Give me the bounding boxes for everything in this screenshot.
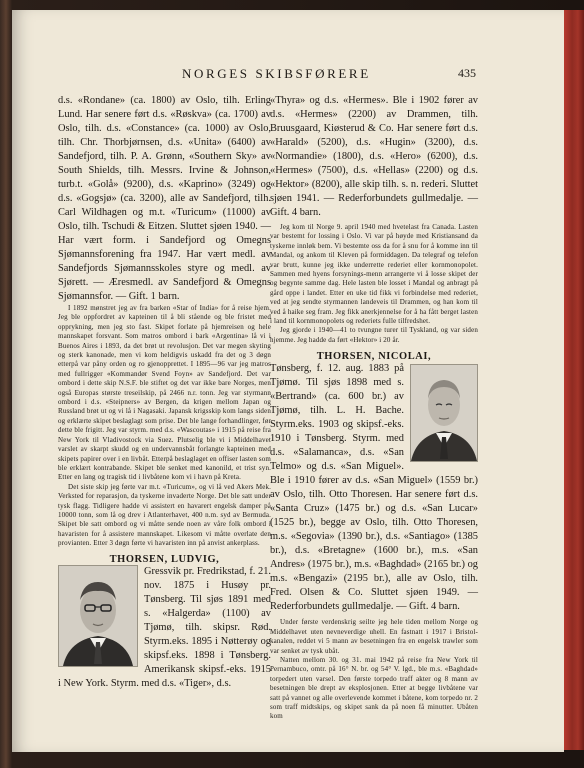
entry-continuation: «Thyra» og d.s. «Hermes». Ble i 1902 fører av d.s. «Hermes» (2200) av Drammen, tilh. Bruusgaard, Kiøsterud & Co. Har senere ført d.s. «Harald» (5200), d.s. «Hugin» (3200), d.s. «Normandie» (1800), d.s. «Hero» (6200), d.s. «Hermes» (7500), d.s. «Hellas» (2200) og d.s. «Hektor» (8200), alle skip tilh. s. n. rederi. Sluttet sjøen 1941. — Rederforbundets gullmedalje. — Gift. 4 barn.: [270, 95, 478, 218]
biography-entry: [270, 362, 478, 614]
book-edge: [564, 10, 584, 750]
portrait-photo: [410, 364, 478, 462]
portrait-photo: [58, 565, 138, 667]
left-column: [58, 94, 271, 691]
entry-heading: THORSEN, NICOLAI,: [316, 351, 432, 363]
right-column: [270, 94, 478, 722]
book-page: [12, 10, 564, 752]
memoir-paragraph: Natten mellom 30. og 31. mai 1942 på reise fra New York til Pernambuco, omtr. på 16° N. br. og 54° V. lgd., ble m.s. «Baghdad» torpedert uten varsel. Den første torpedo traff akter og 8 mann av besetningen ble drept av eksplosjonen. Etter at begge livbåtene var satt på vannet og alle overlevende kommet i båtene, kom torpedo nr. 2 som traff midtskips, og skipet sank da på noen få minutter. Ubåten kom: [270, 655, 478, 721]
entry-text: Gressvik pr. Fredrikstad, f. 21. nov. 1875 i Husøy pr. Tønsberg. Til sjøs 1891 med s. «Halgerda» (1100) av Tjømø, tilh. skipsr. Rød. Styrm.eks. 1895 i Nøtterøy og skipsf.eks. 1898 i Tønsberg. Amerikansk skipsf.-eks. 1915 i New York. Styrm. med d.s. «Tiger», d.s.: [58, 565, 271, 689]
memoir-paragraph: Under første verdenskrig seilte jeg hele tiden mellom Norge og Middelhavet uten nevneverdige uhell. En fastnatt i 1917 i Bristol-kanalen, reddet vi 5 mann av besetningen fra en engelsk trawler som var senket av tysk ubåt.: [270, 618, 478, 655]
running-head: NORGES SKIBSFØRERE: [182, 66, 371, 81]
memoir-paragraph: Jeg kom til Norge 9. april 1940 med hvetelast fra Canada. Lasten var bestemt for lossing i Oslo. Vi var på høyde med Kristiansand da tyskerne innløk bem. Vi bestemte oss da for å snu for å komme inn til Mandal, og ankom til Kleven på formiddagen. Da telegraf og telefon var brutt, kunne jeg ikke underrette rederiet eller kornmonopolet. Sammen med hyens forsynings-menn arrangerte vi å losse skipet der og begynte samme dag. Hele lasten ble losset i Mandal og anbragt på gård oppe i landet. Etter en uke tid fikk vi forbindelse med rederiet, ved at jeg sendte styrmannen landeveis til Drammen, og han kom til ved å haike seg fram. Jeg fikk anerkjennelse for å ha fått berget lasten i land til kornmonopolets og rederiets fulle tilfredshet.: [270, 223, 478, 326]
entry-text: Tønsberg, f. 12. aug. 1883 på Tjømø. Til sjøs 1898 med s. «Bertrand» (ca. 600 br.) av Tjømø, tilh. L. H. Bache. Styrm.eks. 1903 og skipsf.-eks. 1910 i Tønsberg. Styrm. med d.s. «Salamanca», d.s. «San Telmo» og d.s. «San Miguel». Ble i 1910 fører av d.s. «San Miguel» (1559 br.) av Oslo, tilh. Otto Thoresen. Har senere ført d.s. «Santa Cruz» (1475 br.) og d.s. «San Lucar» (1525 br.), begge av Oslo, tilh. Otto Thoresen, m.s. «Segovia» (1390 br.), d.s. «Santiago» (1385 br.), d.s. «Bretagne» (1600 br.), m.s. «San Andres» (1975 br.), m.s. «Baghdad» (2165 br.) og m.s. «Bengazi» (2195 br.), alle av Oslo, tilh. Fred. Olsen & Co. Sluttet sjøen 1949. — Rederforbundets gullmedalje. — Gift. 4 barn.: [270, 363, 478, 613]
entry-continuation: d.s. «Rondane» (ca. 1800) av Oslo, tilh. Erling Lund. Har senere ført d.s. «Røskva» (ca. 1700) av Oslo, tilh. d.s. «Constance» (ca. 1000) av Oslo, tilh. Chr. Thorbjørnsen, d.s. «Unita» (6400) av Sandefjord, tilh. P. A. Grønn, «Southern Sky» av South Shields, tilh. Messrs. Irvine & Johnson, turb.t. «Golå» (9200), d.s. «Kaprino» (3249) og d.s. «Gogsjø» (ca. 3200), alle av Sandefjord, tilh. Carl Wildhagen og m.t. «Turicum» (11000) av Oslo, tilh. Tschudi & Eitzen. Sluttet sjøen 1940. — Har vært form. i Sandefjord og Omegns Sjømannsforening fra 1947. Har vært medl. av Sandefjords Sjømannsskoles styre og medl. av Sjørett. — Æresmedl. av Sandefjord & Omegns Sjømannsfor. — Gift. 1 barn.: [58, 95, 271, 302]
memoir-paragraph: I 1892 mønstret jeg av fra barken «Star of India» for å reise hjem. Jeg ble oppfordret av kapteinen til å bli stående og ble fristet med opprykning, men jeg sto fast. Skipet forlate på hjemreisen og hele mannskapet forsvant. Som matros ombord i bark «Argentina» lå vi i Buenos Aires i 1893, da det brøt ut revolusjon. Det var megen skyting og sterk kanonade, men vi kom heldigvis uskadd fra det og 3 døgn etterpå var påny orden og ro gjenopprettet. I 1895—96 var jeg matros med fullrigger «Kommandør Svend Foyn» av Sandefjord. Det var ombord i dette skip N.S.F. ble stiftet og det var ikke bare Norges, men også Europas største treseilskip, på 2466 n.r. tonn. Jeg var styrmann ombord i d.s. «Steipners» av Bergen, da krigen mellom Japan og Russland brøt ut og vi lå i Nagasaki. Japansk krigsskip kom langs siden og erklærte skipet beslaglagt som prise. Det ble lange forhandlinger, før dette ble frigitt. Jeg var styrm. med d.s. «Wascoutas» i 1915 på reise fra New York til Vladivostock via Suez. Plutselig ble vi i Middelhavet varslet av skarpt skudd og en undervannsbåt forlangte kapteinen med skipets papirer over i en livbåt. Etterpå beslaglaget en offiser lasten som ble erklært kontrabande. Skipet ble senket med kanonild, et trist syn. Etter en lang og tragisk tid i livbåtene kom vi i havn på Kreta.: [58, 304, 271, 482]
page-number: 435: [458, 66, 476, 80]
memoir-paragraph: Jeg gjorde i 1940—41 to tvungne turer til Tyskland, og var siden hjemme. Jeg hadde da ført «Hektor» i 20 år.: [270, 326, 478, 344]
entry-heading: THORSEN, LUDVIG,: [109, 553, 220, 565]
memoir-paragraph: Det siste skip jeg førte var m.t. «Turicum», og vi lå ved Akers Mek. Verksted for reparasjon, da tyskerne invaderte Norge. Det ble satt under tysk flagg. Tidligere hadde vi assistert en havarert engelsk damper på 10000 tonn, som lå og drev i Atlanterhavet, 400 n.m. syd av Bermuda. Skipet ble satt ombord og vi måtte sende noen av våre folk ombord i havaristen for å assistere mannskapet. Likesom vi måtte overlate den provianten. Etter 3 døgn førte vi havaristen inn på anvist ankerplass.: [58, 482, 271, 548]
biography-entry: [58, 565, 271, 691]
